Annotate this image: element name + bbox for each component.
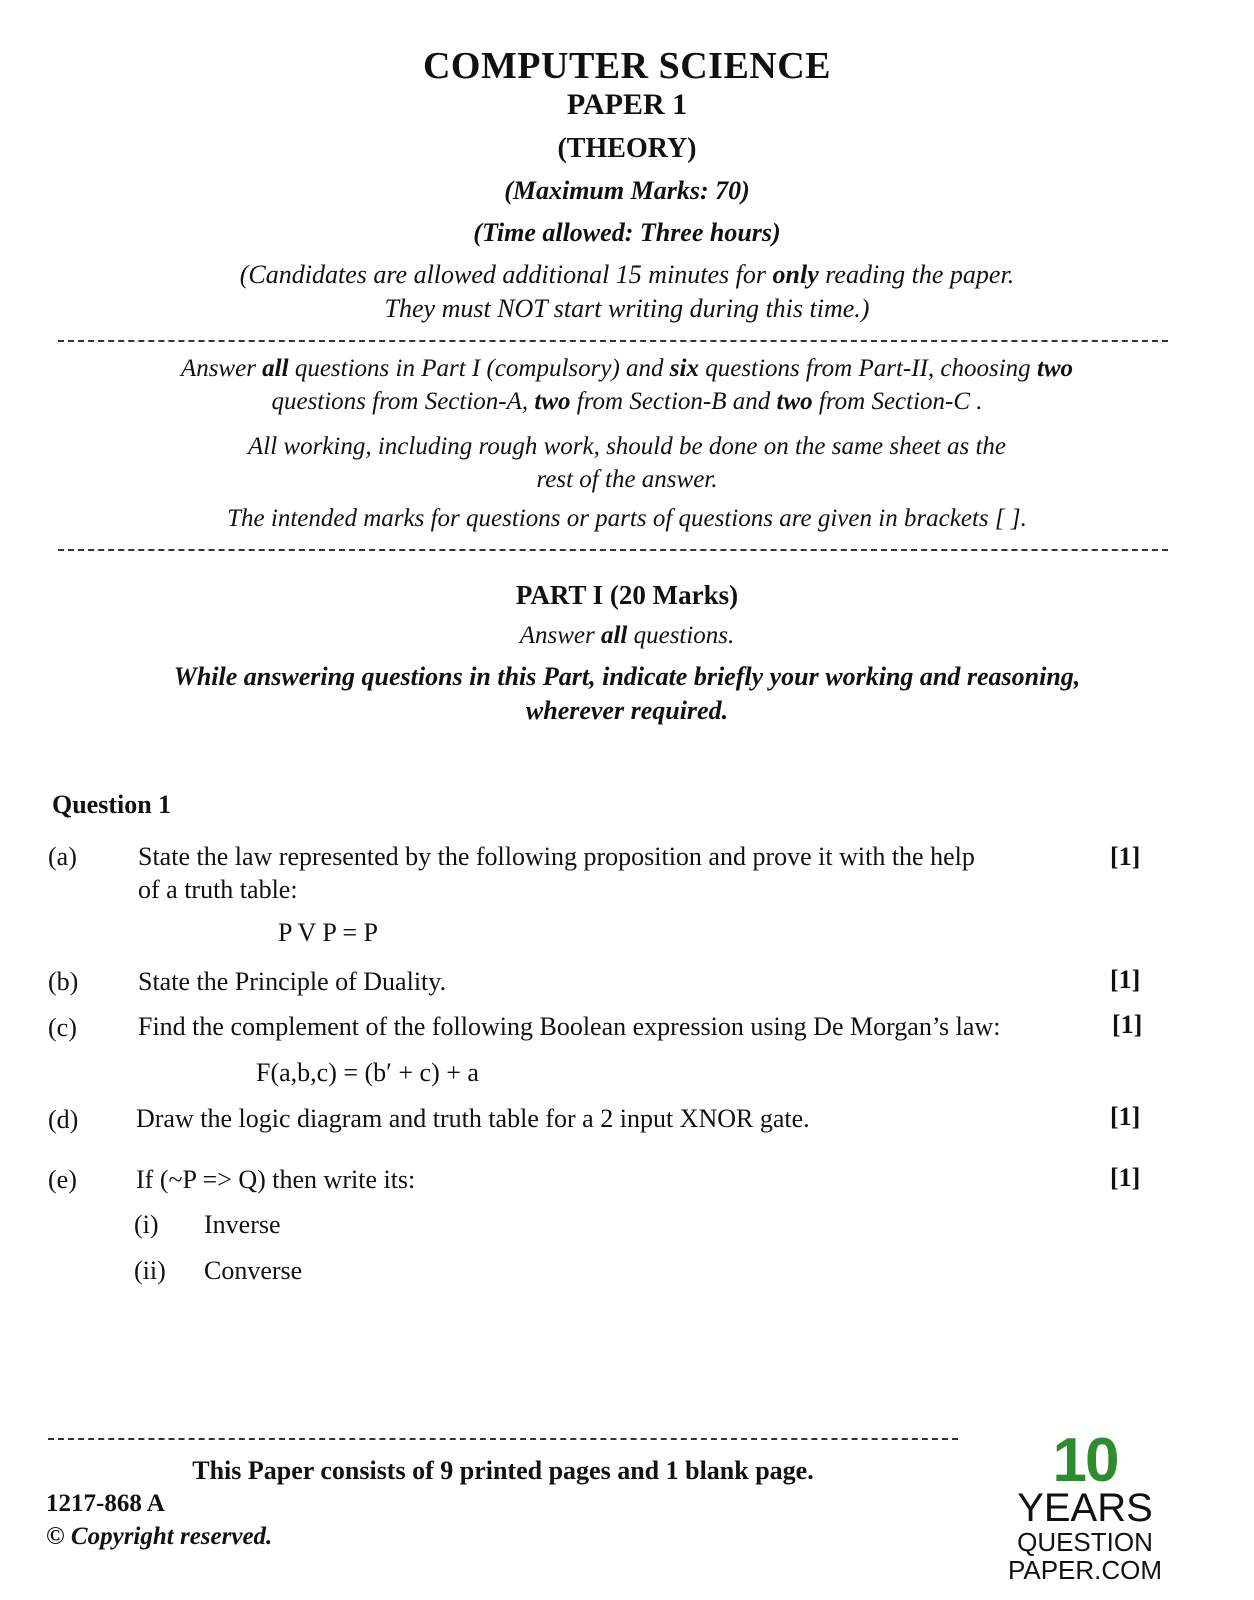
marks-badge: [1]: [1112, 1010, 1143, 1039]
working-line2: rest of the answer.: [536, 466, 718, 493]
question-text-line: of a truth table:: [138, 875, 298, 904]
instr-text: questions from Section-A,: [271, 388, 535, 415]
question-label: (e): [48, 1165, 77, 1194]
copyright: © Copyright reserved.: [46, 1523, 273, 1550]
instructions-working: [0, 430, 1254, 496]
marks-badge: [1]: [1110, 842, 1141, 871]
candidates-note-line2: They must NOT start writing during this time.): [384, 294, 870, 323]
question-text: State the Principle of Duality.: [138, 967, 447, 996]
instr-text: from Section-B and: [570, 388, 777, 415]
marks-badge: [1]: [1110, 1163, 1141, 1192]
sub-question-label: (ii): [134, 1256, 166, 1285]
question-label: (a): [48, 842, 77, 871]
part-title: PART I (20 Marks): [515, 580, 739, 610]
instructions-marks: The intended marks for questions or parts of questions are given in brackets [ ].: [227, 505, 1027, 532]
maximum-marks: (Maximum Marks: 70): [504, 176, 750, 205]
instr-text: questions in Part I (compulsory) and: [288, 355, 670, 382]
question-text: If (~P => Q) then write its:: [136, 1165, 416, 1194]
part-sub-bold: all: [600, 622, 628, 649]
divider: [58, 340, 1168, 342]
divider: [58, 549, 1168, 551]
question-text: [138, 840, 1078, 906]
question-label: (d): [48, 1105, 79, 1134]
paper-title: COMPUTER SCIENCE: [422, 45, 832, 87]
instr-text: questions from Part-II, choosing: [698, 355, 1037, 382]
question-text: Find the complement of the following Boolean expression using De Morgan’s law:: [138, 1012, 1001, 1041]
question-text: Draw the logic diagram and truth table for a 2 input XNOR gate.: [136, 1104, 810, 1133]
sub-question-text: Inverse: [204, 1210, 281, 1239]
instructions-answer: [0, 352, 1254, 418]
instr-text: Answer: [180, 355, 263, 382]
question-heading: Question 1: [52, 790, 172, 819]
logo-site-name: QUESTION PAPER.COM: [1007, 1527, 1163, 1585]
marks-badge: [1]: [1110, 965, 1141, 994]
part-sub-text: questions.: [627, 622, 735, 649]
candidates-note-text: (Candidates are allowed additional 15 minutes for: [239, 260, 773, 289]
part-note: [0, 660, 1254, 728]
instr-text: from Section-C .: [812, 388, 983, 415]
logo-years: YEARS: [1017, 1486, 1153, 1530]
time-allowed: (Time allowed: Three hours): [473, 218, 781, 247]
question-label: (c): [48, 1013, 77, 1042]
working-line1: All working, including rough work, should be done on the same sheet as the: [247, 433, 1007, 460]
part-note-line1: While answering questions in this Part, indicate briefly your working and reasoning,: [173, 662, 1081, 691]
paper-number: PAPER 1: [566, 88, 688, 121]
paper-type: (THEORY): [557, 133, 697, 164]
logo-number: 10: [1052, 1426, 1118, 1495]
sub-question-text: Converse: [204, 1256, 303, 1285]
instr-bold: all: [262, 355, 289, 382]
candidates-note-emphasis: only: [772, 260, 819, 289]
instr-bold: two: [1036, 355, 1074, 382]
site-logo: [950, 1426, 1220, 1585]
formula: F(a,b,c) = (b′ + c) + a: [256, 1058, 479, 1087]
paper-code: 1217-868 A: [46, 1490, 165, 1517]
question-label: (b): [48, 967, 79, 996]
candidates-note: [0, 258, 1254, 326]
candidates-note-text: reading the paper.: [818, 260, 1015, 289]
part-sub-text: Answer: [519, 622, 601, 649]
question-text-line: State the law represented by the following proposition and prove it with the help: [138, 842, 975, 871]
formula: P V P = P: [278, 918, 378, 947]
instr-bold: two: [534, 388, 571, 415]
marks-badge: [1]: [1110, 1102, 1141, 1131]
footer-divider: [48, 1438, 958, 1440]
page-count-note: This Paper consists of 9 printed pages and 1 blank page.: [192, 1456, 814, 1485]
part-subtitle: [0, 622, 1254, 650]
instr-bold: six: [669, 355, 699, 382]
part-note-line2: wherever required.: [525, 696, 729, 725]
instr-bold: two: [776, 388, 813, 415]
sub-question-label: (i): [134, 1210, 159, 1239]
